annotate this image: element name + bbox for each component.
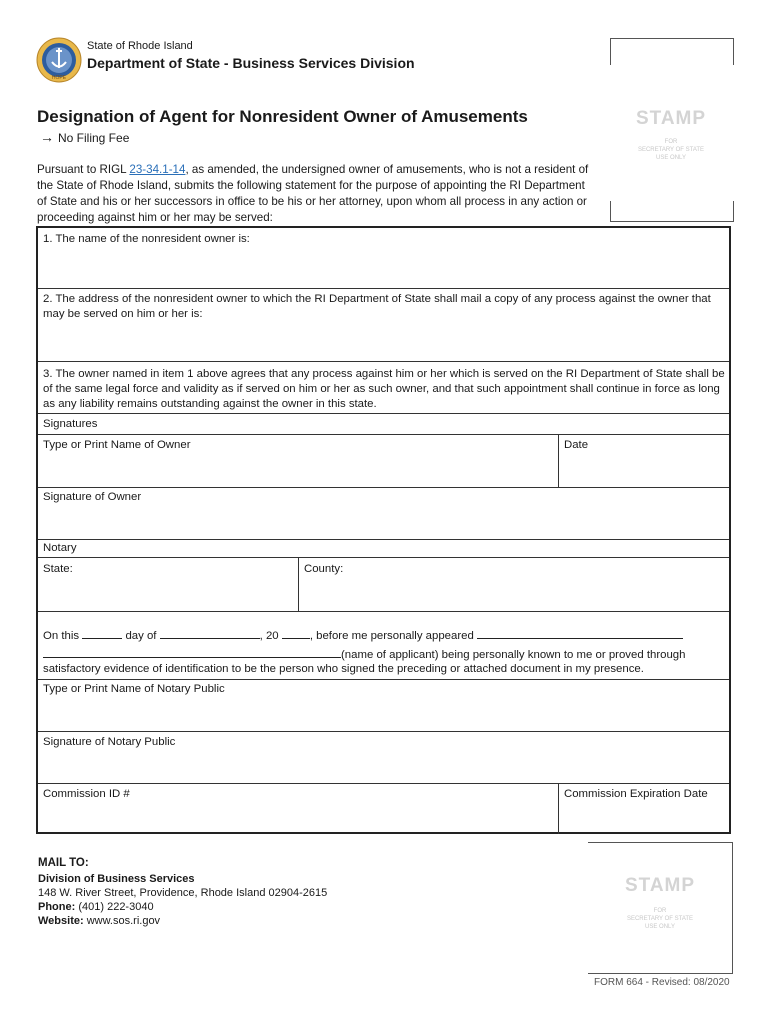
divider [38,611,729,612]
notary-evidence-text: satisfactory evidence of identification to be the person who signed the preceding or attached document in my presence. [43,663,644,675]
website-url[interactable]: www.sos.ri.gov [86,915,161,927]
appeared-text: , before me personally appeared [309,630,474,642]
website-line [38,914,327,928]
commission-expiration-field[interactable] [560,784,729,832]
intro-paragraph [37,162,597,226]
commission-expiration-label: Commission Expiration Date [564,788,708,800]
phone-label: Phone: [38,901,76,913]
divider [38,361,729,362]
date-label: Date [564,439,589,451]
notary-signature-field[interactable] [38,732,729,782]
divider-vertical [298,557,299,611]
item-3-label: 3. The owner named in item 1 above agrees that any process against him or her which is served on the RI Department of State shall be of the same legal force and validity as if served on him or her as such owner, and that such appointment shall continue in force as long as any liability remains outstanding against the owner in this state. [43,368,725,410]
divider-vertical [558,434,559,487]
divider-vertical [558,783,559,834]
mail-address: 148 W. River Street, Providence, Rhode Island 02904-2615 [38,887,328,899]
stamp-sub-1: FOR [664,139,678,145]
day-of-text: day of [125,630,157,642]
stamp-area-top [610,38,732,222]
divider [38,539,729,540]
department-name: Department of State - Business Services Division [87,55,415,71]
day-field[interactable] [82,627,122,639]
notary-state-label: State: [43,563,73,575]
applicant-text: (name of applicant) being personally known to me or proved through [341,649,686,661]
month-field[interactable] [160,627,260,639]
form-number: FORM 664 - Revised: 08/2020 [594,977,730,988]
arrow-right-icon: → [40,129,54,145]
owner-name-field[interactable] [38,248,729,288]
notary-print-name-label: Type or Print Name of Notary Public [43,683,225,695]
form-body [36,226,731,834]
stamp-sub-1-bottom: FOR [653,908,667,914]
division-name: Division of Business Services [38,873,195,885]
filing-fee-text: No Filing Fee [58,131,130,145]
state-name: State of Rhode Island [87,40,193,52]
commission-id-label: Commission ID # [43,788,130,800]
notary-print-name-field[interactable] [38,680,729,730]
appeared-name-field[interactable] [477,627,683,639]
filing-fee-note [40,129,129,145]
stamp-label-bottom: STAMP [624,875,696,896]
notary-county-label: County: [304,563,344,575]
notary-statement-line1 [43,627,728,644]
signatures-heading: Signatures [43,418,98,430]
stamp-label: STAMP [635,108,707,129]
item-1-label: 1. The name of the nonresident owner is: [43,233,250,245]
seal-text: HOPE [51,75,67,81]
state-seal-logo [36,37,82,83]
owner-signature-field[interactable] [38,488,729,538]
owner-print-name-field[interactable] [38,435,556,485]
rigl-statute-link[interactable]: 23-34.1-14 [129,163,186,176]
notary-heading: Notary [43,542,77,554]
notary-county-field[interactable] [300,558,729,608]
form-title: Designation of Agent for Nonresident Owner of Amusements [37,107,528,126]
owner-signature-label: Signature of Owner [43,491,142,503]
stamp-sub-3-bottom: USE ONLY [645,924,675,930]
phone-number: (401) 222-3040 [78,901,154,913]
date-field[interactable] [560,435,729,485]
notary-statement-line2 [43,646,728,663]
on-this-text: On this [43,630,80,642]
stamp-frame-bottom [610,201,734,222]
mail-to-block [38,856,327,928]
mail-to-heading: MAIL TO: [38,857,89,869]
stamp-area-bottom [588,842,733,974]
stamp-sub-2-bottom: SECRETARY OF STATE [626,916,694,922]
stamp-sub-3: USE ONLY [656,155,686,161]
owner-address-field[interactable] [38,324,729,360]
stamp-sub-2: SECRETARY OF STATE [637,147,705,153]
notary-state-field[interactable] [38,558,296,608]
intro-before: Pursuant to RIGL [37,163,130,176]
stamp-frame-top [610,38,734,65]
phone-line [38,900,327,914]
commission-id-field[interactable] [38,784,556,832]
notary-signature-label: Signature of Notary Public [43,736,176,748]
divider [38,288,729,289]
applicant-name-field[interactable] [43,646,341,658]
divider [38,413,729,414]
intro-after: , as amended, the undersigned owner of amusements, who is not a resident of the State of Rhode Island, submits the following statement for the purpose of appointing the RI Department of State and his or her successors in office to be his or her attorney, upon whom all process in any action or proceeding against him or her may be served: [37,163,589,224]
year-prefix-text: , 20 [259,630,279,642]
item-2-label: 2. The address of the nonresident owner to which the RI Department of State shall mail a copy of any process against the owner that may be served on him or her is: [43,293,711,320]
year-field[interactable] [282,627,310,639]
owner-print-name-label: Type or Print Name of Owner [43,439,191,451]
website-label: Website: [38,915,84,927]
